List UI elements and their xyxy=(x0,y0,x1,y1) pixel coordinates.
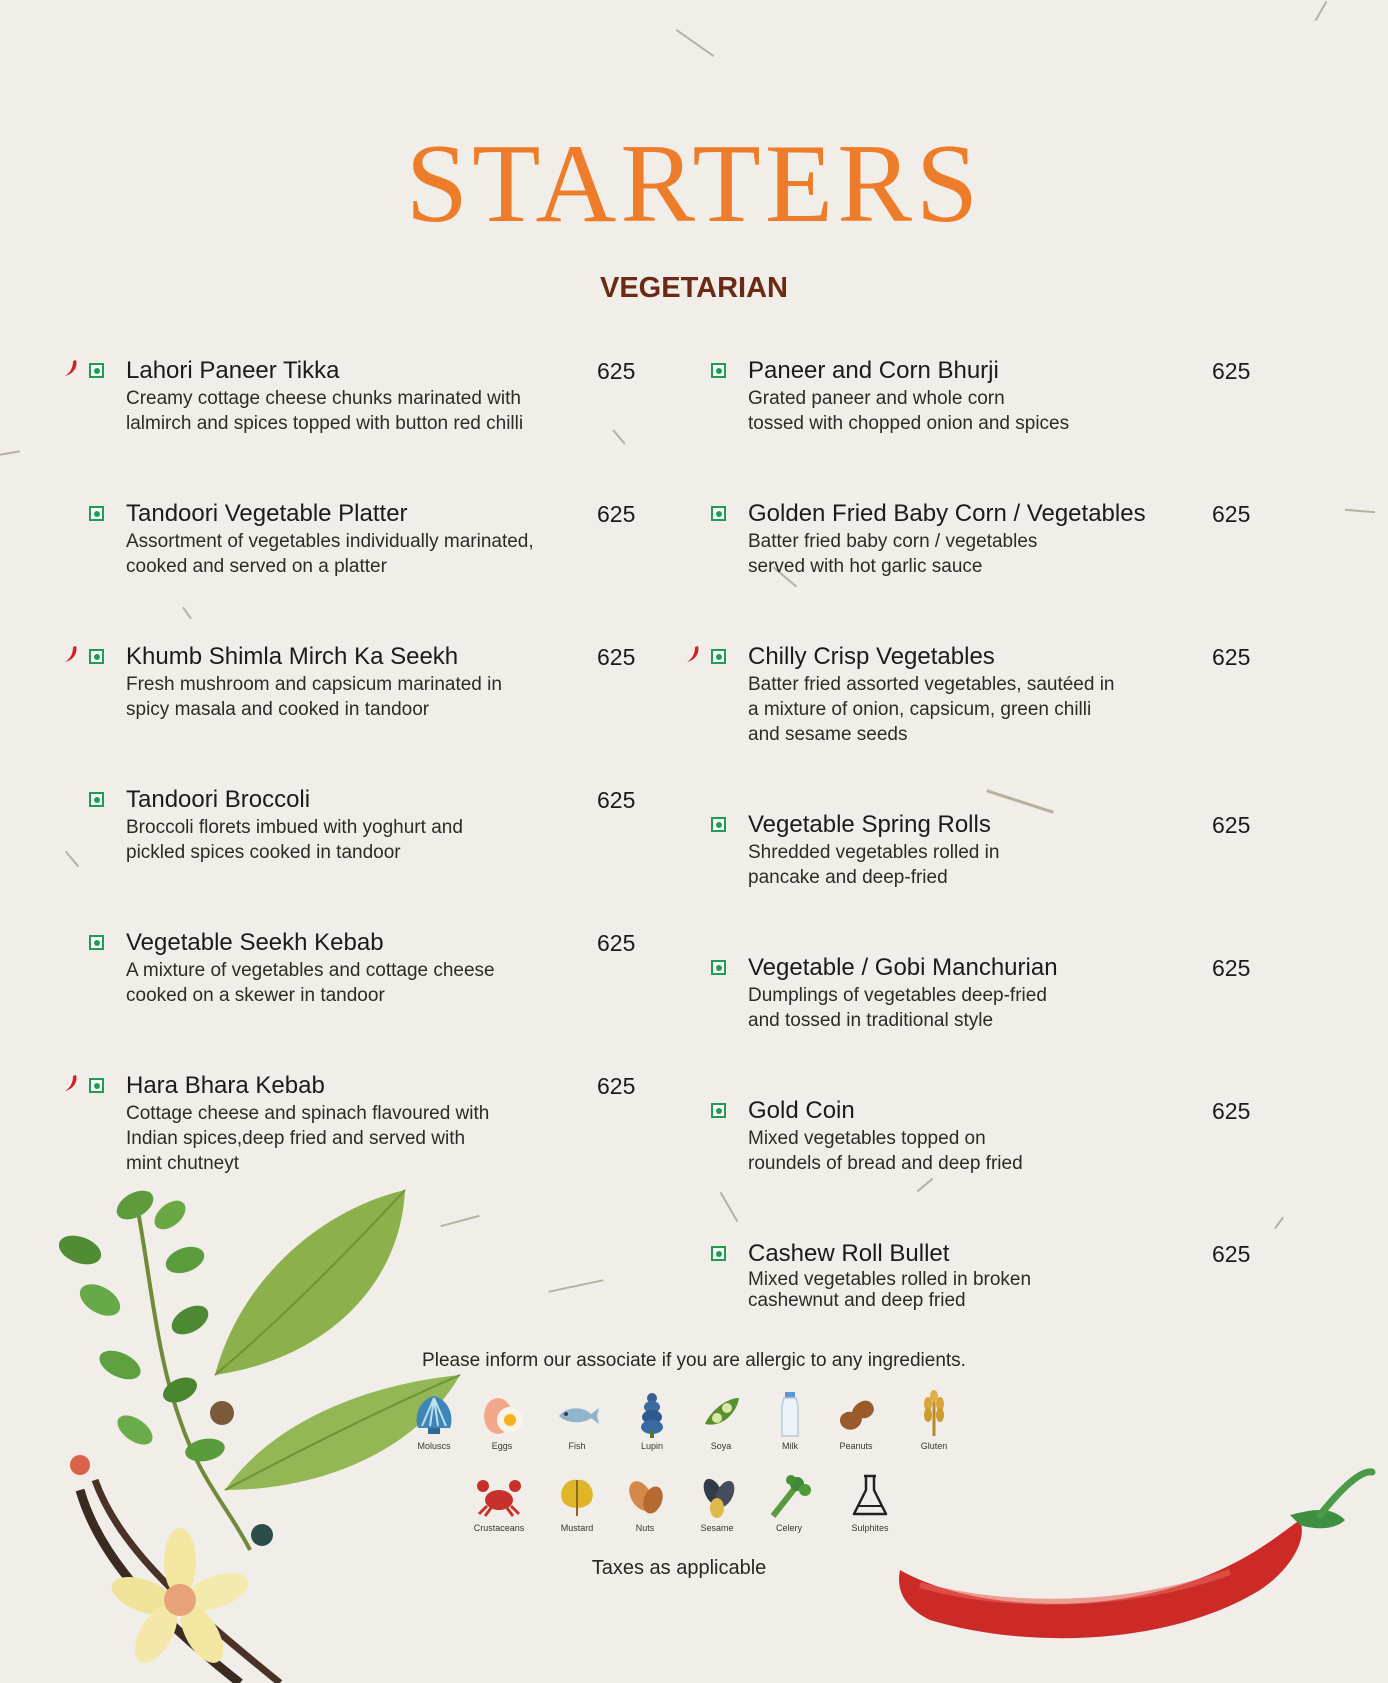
item-description: Assortment of vegetables individually marinated, cooked and served on a platter xyxy=(126,531,534,577)
item-price: 625 xyxy=(597,644,636,670)
veg-mark-icon xyxy=(89,792,104,807)
egg-icon xyxy=(478,1390,526,1438)
item-price: 625 xyxy=(1212,501,1251,527)
item-name: Cashew Roll Bullet xyxy=(748,1240,950,1267)
veg-mark-icon xyxy=(711,506,726,521)
sesame-icon xyxy=(693,1472,741,1520)
item-name: Tandoori Broccoli xyxy=(126,786,311,813)
veg-mark-icon xyxy=(89,935,104,950)
item-price: 625 xyxy=(1212,955,1251,981)
peanut-icon xyxy=(832,1390,880,1438)
allergen-peanuts: Peanuts xyxy=(821,1390,891,1451)
item-name: Lahori Paneer Tikka xyxy=(126,357,340,384)
wheat-icon xyxy=(910,1390,958,1438)
item-description: Shredded vegetables rolled in pancake and deep-fried xyxy=(748,842,1000,888)
item-name: Hara Bhara Kebab xyxy=(126,1072,325,1099)
menu-item-chilly-crisp-vegetables xyxy=(748,643,1308,747)
veg-mark-icon xyxy=(89,1078,104,1093)
item-price: 625 xyxy=(597,930,636,956)
allergen-mustard: Mustard xyxy=(542,1472,612,1533)
veg-mark-icon xyxy=(711,960,726,975)
menu-item-paneer-and-corn-bhurji xyxy=(748,357,1308,436)
item-description: A mixture of vegetables and cottage cheese cooked on a skewer in tandoor xyxy=(126,960,495,1006)
shell-icon xyxy=(410,1390,458,1438)
item-price: 625 xyxy=(1212,1098,1251,1124)
menu-item-tandoori-vegetable-platter xyxy=(126,500,686,579)
nuts-icon xyxy=(621,1472,669,1520)
page-title: STARTERS xyxy=(405,122,983,246)
veg-mark-icon xyxy=(711,363,726,378)
veg-mark-icon xyxy=(89,363,104,378)
allergen-nuts: Nuts xyxy=(610,1472,680,1533)
item-name: Khumb Shimla Mirch Ka Seekh xyxy=(126,643,459,670)
item-description: Mixed vegetables topped on roundels of bread and deep fried xyxy=(748,1128,1023,1174)
mustard-icon xyxy=(553,1472,601,1520)
veg-mark-icon xyxy=(711,1246,726,1261)
menu-item-hara-bhara-kebab xyxy=(126,1072,686,1176)
item-price: 625 xyxy=(597,501,636,527)
item-name: Golden Fried Baby Corn / Vegetables xyxy=(748,500,1146,527)
menu-item-gold-coin xyxy=(748,1097,1308,1176)
item-name: Vegetable / Gobi Manchurian xyxy=(748,954,1058,981)
spicy-chilli-icon xyxy=(62,1072,80,1096)
veg-mark-icon xyxy=(711,817,726,832)
item-price: 625 xyxy=(1212,358,1251,384)
veg-mark-icon xyxy=(711,1103,726,1118)
lupin-icon xyxy=(628,1390,676,1438)
allergen-lupin: Lupin xyxy=(617,1390,687,1451)
spicy-chilli-icon xyxy=(684,643,702,667)
veg-mark-icon xyxy=(711,649,726,664)
item-name: Tandoori Vegetable Platter xyxy=(126,500,408,527)
crab-icon xyxy=(475,1472,523,1520)
item-name: Chilly Crisp Vegetables xyxy=(748,643,995,670)
menu-item-lahori-paneer-tikka xyxy=(126,357,686,436)
menu-item-vegetable-gobi-manchurian xyxy=(748,954,1308,1033)
milk-icon xyxy=(766,1390,814,1438)
spicy-chilli-icon xyxy=(62,357,80,381)
item-price: 625 xyxy=(597,1073,636,1099)
allergen-sulphites: Sulphites xyxy=(835,1472,905,1533)
item-price: 625 xyxy=(1212,1241,1251,1267)
allergen-celery: Celery xyxy=(754,1472,824,1533)
menu-item-tandoori-broccoli xyxy=(126,786,686,865)
menu-item-vegetable-spring-rolls xyxy=(748,811,1308,890)
menu-item-golden-fried-baby-corn xyxy=(748,500,1308,579)
item-price: 625 xyxy=(597,787,636,813)
menu-item-vegetable-seekh-kebab xyxy=(126,929,686,1008)
allergen-eggs: Eggs xyxy=(467,1390,537,1451)
item-description: Fresh mushroom and capsicum marinated in spicy masala and cooked in tandoor xyxy=(126,674,502,720)
item-name: Gold Coin xyxy=(748,1097,855,1124)
taxes-note: Taxes as applicable xyxy=(591,1557,767,1579)
allergen-soya: Soya xyxy=(686,1390,756,1451)
allergy-note: Please inform our associate if you are allergic to any ingredients. xyxy=(422,1350,966,1371)
item-name: Paneer and Corn Bhurji xyxy=(748,357,999,384)
item-name: Vegetable Seekh Kebab xyxy=(126,929,384,956)
menu-item-khumb-shimla-mirch-ka-seekh xyxy=(126,643,686,722)
item-description: Batter fried baby corn / vegetables served with hot garlic sauce xyxy=(748,531,1038,577)
menu-item-cashew-roll-bullet xyxy=(748,1240,1308,1311)
allergen-moluscs: Moluscs xyxy=(399,1390,469,1451)
allergen-sesame: Sesame xyxy=(682,1472,752,1533)
allergen-gluten: Gluten xyxy=(899,1390,969,1451)
item-name: Vegetable Spring Rolls xyxy=(748,811,991,838)
item-price: 625 xyxy=(1212,644,1251,670)
item-price: 625 xyxy=(1212,812,1251,838)
item-description: Broccoli florets imbued with yoghurt and pickled spices cooked in tandoor xyxy=(126,817,463,863)
veg-mark-icon xyxy=(89,649,104,664)
soya-icon xyxy=(697,1390,745,1438)
fish-icon xyxy=(553,1390,601,1438)
item-description: Creamy cottage cheese chunks marinated with lalmirch and spices topped with button red chilli xyxy=(126,388,524,434)
item-description: Grated paneer and whole corn tossed with chopped onion and spices xyxy=(748,388,1070,434)
celery-icon xyxy=(765,1472,813,1520)
veg-mark-icon xyxy=(89,506,104,521)
allergen-crustaceans: Crustaceans xyxy=(464,1472,534,1533)
item-description: Dumplings of vegetables deep-fried and tossed in traditional style xyxy=(748,985,1047,1031)
flask-icon xyxy=(846,1472,894,1520)
spicy-chilli-icon xyxy=(62,643,80,667)
allergen-milk: Milk xyxy=(755,1390,825,1451)
section-title: VEGETARIAN xyxy=(600,272,788,304)
item-description: Mixed vegetables rolled in broken cashewnut and deep fried xyxy=(748,1269,1032,1311)
item-description: Cottage cheese and spinach flavoured with Indian spices,deep fried and served with mint chutneyt xyxy=(126,1103,490,1174)
item-description: Batter fried assorted vegetables, sautéed in a mixture of onion, capsicum, green chilli and sesame seeds xyxy=(748,674,1115,745)
allergen-fish: Fish xyxy=(542,1390,612,1451)
item-price: 625 xyxy=(597,358,636,384)
